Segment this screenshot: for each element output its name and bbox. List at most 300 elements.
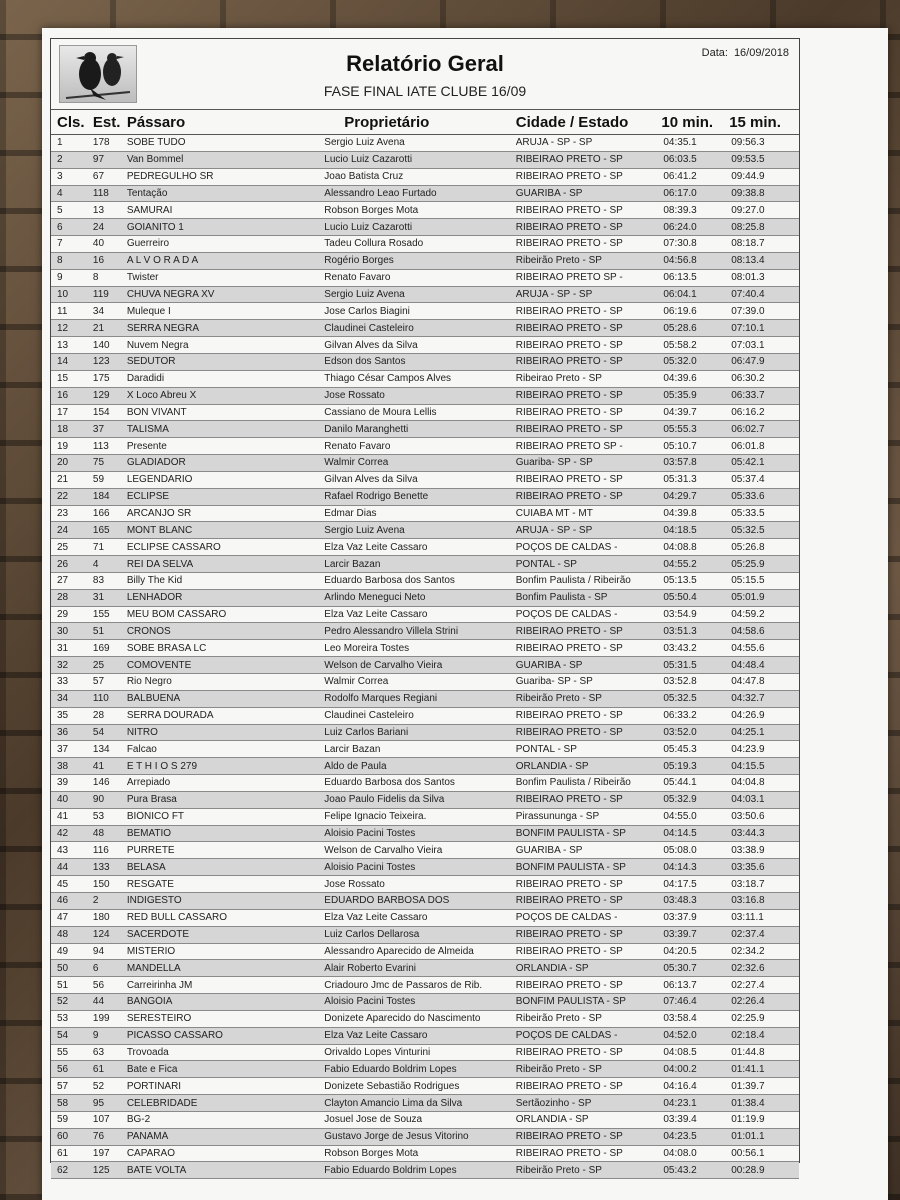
- cell-cls: 32: [57, 659, 69, 671]
- cell-proprietario: Edson dos Santos: [324, 356, 406, 368]
- cell-cls: 20: [57, 457, 69, 469]
- cell-cidade: RIBEIRAO PRETO - SP: [515, 945, 623, 957]
- cell-cls: 23: [57, 507, 69, 519]
- cell-est: 169: [92, 642, 110, 654]
- cell-passaro: SOBE BRASA LC: [126, 642, 207, 654]
- cell-cidade: RIBEIRAO PRETO - SP: [515, 929, 623, 941]
- cell-passaro: MISTERIO: [126, 945, 176, 957]
- cell-est: 199: [92, 1013, 110, 1025]
- cell-10min: 05:58.2: [663, 339, 697, 351]
- cell-cidade: BONFIM PAULISTA - SP: [515, 861, 626, 873]
- cell-15min: 08:13.4: [731, 255, 765, 267]
- cell-cidade: RIBEIRAO PRETO - SP: [515, 322, 623, 334]
- cell-cidade: Guariba- SP - SP: [515, 457, 593, 469]
- table-row: [51, 1146, 799, 1163]
- cell-10min: 06:13.5: [663, 272, 697, 284]
- cell-cidade: RIBEIRAO PRETO - SP: [515, 878, 623, 890]
- cell-cls: 22: [57, 491, 69, 503]
- cell-cls: 52: [57, 996, 69, 1008]
- table-row: [51, 219, 799, 236]
- cell-cidade: RIBEIRAO PRETO - SP: [515, 1148, 623, 1160]
- cell-15min: 02:34.2: [731, 945, 765, 957]
- cell-proprietario: Robson Borges Mota: [324, 204, 419, 216]
- cell-15min: 05:42.1: [731, 457, 765, 469]
- cell-15min: 04:26.9: [731, 710, 765, 722]
- cell-passaro: SEDUTOR: [126, 356, 176, 368]
- table-row: [51, 725, 799, 742]
- cell-cidade: RIBEIRAO PRETO - SP: [515, 339, 623, 351]
- cell-15min: 05:01.9: [731, 592, 765, 604]
- cell-cidade: RIBEIRAO PRETO - SP: [515, 1046, 623, 1058]
- report-date: [702, 47, 789, 59]
- cell-passaro: SERESTEIRO: [126, 1013, 192, 1025]
- col-10min: 10 min.: [661, 113, 714, 131]
- cell-est: 119: [92, 289, 109, 301]
- cell-15min: 05:32.5: [731, 524, 765, 536]
- cell-15min: 05:33.6: [731, 491, 765, 503]
- cell-proprietario: Luiz Carlos Dellarosa: [324, 929, 420, 941]
- cell-passaro: RESGATE: [126, 878, 174, 890]
- cell-passaro: PICASSO CASSARO: [126, 1030, 223, 1042]
- cell-15min: 02:37.4: [731, 929, 765, 941]
- cell-proprietario: Aloisio Pacini Tostes: [324, 828, 416, 840]
- cell-passaro: BATE VOLTA: [126, 1164, 187, 1176]
- cell-proprietario: Donizete Sebastião Rodrigues: [324, 1080, 460, 1092]
- cell-15min: 02:32.6: [731, 962, 765, 974]
- cell-10min: 06:19.6: [663, 305, 697, 317]
- cell-15min: 01:44.8: [731, 1046, 765, 1058]
- cell-passaro: PANAMÁ: [126, 1131, 169, 1143]
- cell-passaro: BIÔNICO FT: [126, 811, 185, 823]
- cell-10min: 04:55.2: [663, 558, 697, 570]
- cell-passaro: Arrepiado: [126, 777, 171, 789]
- cell-cidade: RIBEIRAO PRETO SP -: [515, 272, 623, 284]
- cell-proprietario: Sergio Luiz Avena: [324, 289, 405, 301]
- cell-cls: 15: [57, 373, 69, 385]
- cell-passaro: Pura Brasa: [126, 794, 177, 806]
- cell-passaro: BANGÓIA: [126, 996, 173, 1008]
- cell-est: 2: [92, 895, 99, 907]
- cell-cls: 43: [57, 844, 69, 856]
- cell-passaro: Nuvem Negra: [126, 339, 189, 351]
- cell-cls: 54: [57, 1030, 69, 1042]
- cell-proprietario: Joao Paulo Fidelis da Silva: [324, 794, 445, 806]
- cell-15min: 07:10.1: [731, 322, 765, 334]
- cell-proprietario: Alessandro Leao Furtado: [324, 187, 437, 199]
- cell-est: 118: [92, 187, 109, 199]
- cell-passaro: Trovoada: [126, 1046, 169, 1058]
- cell-proprietario: Jose Rossato: [324, 878, 385, 890]
- cell-proprietario: Gilvan Alves da Silva: [324, 474, 418, 486]
- cell-15min: 06:02.7: [731, 423, 765, 435]
- cell-proprietario: Arlindo Meneguci Neto: [324, 592, 426, 604]
- col-cidade: Cidade / Estado: [515, 113, 629, 131]
- cell-proprietario: EDUARDO BARBOSA DOS: [324, 895, 450, 907]
- cell-proprietario: Gilvan Alves da Silva: [324, 339, 418, 351]
- table-row: [51, 253, 799, 270]
- report-subtitle: FASE FINAL IATE CLUBE 16/09: [323, 83, 527, 99]
- cell-10min: 05:08.0: [663, 844, 697, 856]
- date-value: 16/09/2018: [733, 47, 789, 59]
- cell-cidade: POÇOS DE CALDAS -: [515, 1030, 618, 1042]
- cell-cls: 39: [57, 777, 69, 789]
- cell-proprietario: Tadeu Collura Rosado: [324, 238, 424, 250]
- cell-10min: 04:35.1: [663, 137, 697, 149]
- cell-15min: 07:03.1: [731, 339, 765, 351]
- table-row: [51, 657, 799, 674]
- cell-est: 166: [92, 507, 110, 519]
- cell-10min: 03:52.0: [663, 726, 697, 738]
- cell-passaro: INDIGESTO: [126, 895, 182, 907]
- cell-proprietario: Cassiano de Moura Lellis: [324, 406, 437, 418]
- cell-proprietario: Edmar Dias: [324, 507, 377, 519]
- table-row: [51, 270, 799, 287]
- cell-cidade: Ribeirao Preto - SP: [515, 373, 602, 385]
- cell-est: 110: [92, 693, 109, 705]
- cell-cls: 26: [57, 558, 69, 570]
- col-est: Est.: [92, 113, 121, 131]
- cell-15min: 08:01.3: [731, 272, 765, 284]
- cell-passaro: MANDELLA: [126, 962, 181, 974]
- cell-proprietario: Alair Roberto Evarini: [324, 962, 416, 974]
- table-row: [51, 337, 799, 354]
- cell-est: 48: [92, 828, 105, 840]
- cell-15min: 04:59.2: [731, 609, 765, 621]
- cell-cls: 19: [57, 440, 69, 452]
- cell-est: 54: [92, 726, 105, 738]
- cell-proprietario: Elza Vaz Leite Cassaro: [324, 609, 428, 621]
- table-row: [51, 893, 799, 910]
- cell-cls: 40: [57, 794, 69, 806]
- cell-15min: 09:38.8: [731, 187, 765, 199]
- cell-passaro: NITRO: [126, 726, 158, 738]
- cell-10min: 05:50.4: [663, 592, 697, 604]
- cell-cidade: POÇOS DE CALDAS -: [515, 912, 618, 924]
- cell-proprietario: Elza Vaz Leite Cassaro: [324, 912, 428, 924]
- cell-est: 95: [92, 1097, 105, 1109]
- cell-passaro: GLADIADOR: [126, 457, 186, 469]
- cell-10min: 05:44.1: [663, 777, 697, 789]
- cell-proprietario: Claudinei Casteleiro: [324, 322, 414, 334]
- cell-10min: 03:48.3: [663, 895, 697, 907]
- cell-proprietario: Rodolfo Marques Regiani: [324, 693, 438, 705]
- cell-proprietario: Donizete Aparecido do Nascimento: [324, 1013, 481, 1025]
- cell-10min: 07:46.4: [663, 996, 697, 1008]
- cell-est: 67: [92, 171, 105, 183]
- cell-cls: 46: [57, 895, 69, 907]
- cell-cidade: RIBEIRAO PRETO - SP: [515, 390, 623, 402]
- cell-15min: 08:18.7: [731, 238, 765, 250]
- cell-cls: 60: [57, 1131, 69, 1143]
- cell-cls: 4: [57, 187, 63, 199]
- cell-est: 53: [92, 811, 105, 823]
- col-proprietario: Proprietário: [344, 113, 430, 131]
- cell-proprietario: Jose Carlos Biagini: [324, 305, 410, 317]
- cell-proprietario: Walmir Correa: [324, 457, 389, 469]
- cell-passaro: Guerreiro: [126, 238, 170, 250]
- cell-est: 125: [92, 1164, 110, 1176]
- report-frame: [50, 38, 800, 1176]
- table-row: [51, 1011, 799, 1028]
- cell-15min: 06:16.2: [731, 406, 765, 418]
- cell-passaro: SOBE TUDO: [126, 137, 186, 149]
- cell-proprietario: Fabio Eduardo Boldrim Lopes: [324, 1164, 457, 1176]
- cell-est: 71: [92, 541, 105, 553]
- table-row: [51, 876, 799, 893]
- table-row: [51, 573, 799, 590]
- cell-15min: 04:03.1: [731, 794, 765, 806]
- cell-est: 8: [92, 272, 99, 284]
- cell-est: 76: [92, 1131, 105, 1143]
- cell-10min: 05:19.3: [663, 760, 697, 772]
- cell-passaro: SERRA NEGRA: [126, 322, 200, 334]
- table-row: [51, 691, 799, 708]
- cell-15min: 01:41.1: [731, 1063, 765, 1075]
- cell-cls: 16: [57, 390, 69, 402]
- table-row: [51, 388, 799, 405]
- table-row: [51, 994, 799, 1011]
- cell-10min: 05:28.6: [663, 322, 697, 334]
- cell-passaro: CELEBRIDADE: [126, 1097, 198, 1109]
- cell-10min: 03:37.9: [663, 912, 697, 924]
- cell-cls: 33: [57, 676, 69, 688]
- cell-cidade: Ribeirão Preto - SP: [515, 255, 602, 267]
- cell-10min: 04:14.5: [663, 828, 697, 840]
- cell-10min: 06:24.0: [663, 221, 697, 233]
- cell-est: 4: [92, 558, 99, 570]
- cell-cls: 34: [57, 693, 69, 705]
- cell-cidade: BONFIM PAULISTA - SP: [515, 828, 626, 840]
- cell-cls: 14: [57, 356, 69, 368]
- cell-10min: 04:08.0: [663, 1148, 697, 1160]
- cell-est: 129: [92, 390, 110, 402]
- cell-cidade: ORLANDIA - SP: [515, 962, 589, 974]
- cell-proprietario: Aloisio Pacini Tostes: [324, 996, 416, 1008]
- cell-15min: 01:38.4: [731, 1097, 765, 1109]
- cell-cidade: GUARIBA - SP: [515, 659, 583, 671]
- cell-10min: 05:31.5: [663, 659, 697, 671]
- cell-15min: 07:39.0: [731, 305, 765, 317]
- cell-15min: 09:56.3: [731, 137, 765, 149]
- cell-15min: 02:26.4: [731, 996, 765, 1008]
- cell-passaro: Carreirinha JM: [126, 979, 193, 991]
- cell-cidade: Ribeirão Preto - SP: [515, 1013, 602, 1025]
- table-row: [51, 758, 799, 775]
- cell-est: 24: [92, 221, 105, 233]
- cell-passaro: MEU BOM CASSARO: [126, 609, 227, 621]
- cell-cls: 24: [57, 524, 69, 536]
- cell-proprietario: Rafael Rodrigo Benette: [324, 491, 429, 503]
- cell-est: 97: [92, 154, 105, 166]
- cell-est: 16: [92, 255, 105, 267]
- table-row: [51, 826, 799, 843]
- cell-10min: 03:54.9: [663, 609, 697, 621]
- table-row: [51, 1129, 799, 1146]
- cell-proprietario: Alessandro Aparecido de Almeida: [324, 945, 474, 957]
- cell-cls: 38: [57, 760, 69, 772]
- cell-est: 113: [92, 440, 109, 452]
- table-row: [51, 455, 799, 472]
- cell-passaro: REI DA SELVA: [126, 558, 194, 570]
- cell-cls: 58: [57, 1097, 69, 1109]
- cell-10min: 04:56.8: [663, 255, 697, 267]
- cell-proprietario: Renato Favaro: [324, 272, 391, 284]
- cell-cidade: RIBEIRAO PRETO - SP: [515, 1080, 623, 1092]
- cell-15min: 02:27.4: [731, 979, 765, 991]
- cell-10min: 04:39.6: [663, 373, 697, 385]
- cell-est: 51: [92, 625, 105, 637]
- cell-passaro: Daradidi: [126, 373, 165, 385]
- cell-cls: 44: [57, 861, 69, 873]
- cell-cls: 17: [57, 406, 69, 418]
- cell-10min: 03:39.4: [663, 1114, 697, 1126]
- table-row: [51, 977, 799, 994]
- cell-cidade: Pirassununga - SP: [515, 811, 600, 823]
- cell-est: 41: [92, 760, 105, 772]
- table-row: [51, 708, 799, 725]
- cell-est: 34: [92, 305, 105, 317]
- cell-cls: 10: [57, 289, 69, 301]
- table-row: [51, 506, 799, 523]
- cell-15min: 01:19.9: [731, 1114, 765, 1126]
- cell-10min: 03:58.4: [663, 1013, 697, 1025]
- cell-15min: 06:01.8: [731, 440, 765, 452]
- table-row: [51, 354, 799, 371]
- cell-est: 6: [92, 962, 99, 974]
- cell-cidade: RIBEIRAO PRETO - SP: [515, 491, 623, 503]
- cell-passaro: SACERDOTE: [126, 929, 190, 941]
- table-row: [51, 320, 799, 337]
- cell-passaro: BON VIVANT: [126, 406, 187, 418]
- cell-cls: 31: [57, 642, 69, 654]
- table-row: [51, 303, 799, 320]
- table-row: [51, 775, 799, 792]
- cell-proprietario: Lucio Luiz Cazarotti: [324, 221, 413, 233]
- cell-10min: 06:33.2: [663, 710, 697, 722]
- cell-15min: 05:37.4: [731, 474, 765, 486]
- cell-cls: 59: [57, 1114, 69, 1126]
- cell-cls: 30: [57, 625, 69, 637]
- cell-proprietario: Eduardo Barbosa dos Santos: [324, 575, 455, 587]
- table-row: [51, 944, 799, 961]
- cell-passaro: SERRA DOURADA: [126, 710, 214, 722]
- cell-15min: 00:56.1: [731, 1148, 765, 1160]
- cell-passaro: BELASA: [126, 861, 166, 873]
- cell-10min: 04:29.7: [663, 491, 697, 503]
- cell-proprietario: Luiz Carlos Bariani: [324, 726, 409, 738]
- cell-proprietario: Joao Batista Cruz: [324, 171, 404, 183]
- cell-passaro: SAMURAI: [126, 204, 173, 216]
- date-label: Data:: [701, 47, 728, 59]
- cell-est: 197: [92, 1148, 110, 1160]
- cell-cidade: RIBEIRAO PRETO - SP: [515, 204, 623, 216]
- cell-10min: 04:39.8: [663, 507, 697, 519]
- cell-passaro: CHUVA NEGRA XV: [126, 289, 215, 301]
- cell-cidade: RIBEIRAO PRETO - SP: [515, 356, 623, 368]
- cell-est: 52: [92, 1080, 105, 1092]
- table-body: [51, 135, 799, 1179]
- cell-proprietario: Felipe Ignacio Teixeira.: [324, 811, 427, 823]
- cell-15min: 03:18.7: [731, 878, 765, 890]
- cell-proprietario: Aldo de Paula: [324, 760, 387, 772]
- cell-10min: 07:30.8: [663, 238, 697, 250]
- cell-15min: 05:25.9: [731, 558, 765, 570]
- cell-15min: 06:30.2: [731, 373, 765, 385]
- cell-10min: 03:39.7: [663, 929, 697, 941]
- cell-proprietario: Renato Favaro: [324, 440, 391, 452]
- cell-proprietario: Larcir Bazan: [324, 558, 381, 570]
- table-row: [51, 169, 799, 186]
- cell-est: 25: [92, 659, 105, 671]
- table-row: [51, 809, 799, 826]
- cell-passaro: CAPARAÓ: [126, 1148, 175, 1160]
- cell-est: 31: [92, 592, 105, 604]
- cell-proprietario: Gustavo Jorge de Jesus Vitorino: [324, 1131, 469, 1143]
- cell-cls: 21: [57, 474, 69, 486]
- cell-15min: 05:15.5: [731, 575, 765, 587]
- cell-proprietario: Elza Vaz Leite Cassaro: [324, 541, 428, 553]
- cell-est: 90: [92, 794, 105, 806]
- cell-est: 94: [92, 945, 105, 957]
- cell-est: 44: [92, 996, 105, 1008]
- table-row: [51, 1045, 799, 1062]
- cell-est: 56: [92, 979, 105, 991]
- cell-cidade: Ribeirão Preto - SP: [515, 693, 602, 705]
- cell-10min: 05:32.0: [663, 356, 697, 368]
- cell-10min: 05:13.5: [663, 575, 697, 587]
- cell-est: 63: [92, 1046, 105, 1058]
- cell-10min: 05:43.2: [663, 1164, 697, 1176]
- cell-cls: 49: [57, 945, 69, 957]
- cell-10min: 05:10.7: [663, 440, 697, 452]
- cell-cls: 37: [57, 743, 69, 755]
- cell-passaro: Tentação: [126, 187, 168, 199]
- cell-passaro: PURRETE: [126, 844, 175, 856]
- cell-cidade: RIBEIRAO PRETO - SP: [515, 221, 623, 233]
- cell-15min: 04:32.7: [731, 693, 765, 705]
- cell-proprietario: Pedro Alessandro Villela Strini: [324, 625, 459, 637]
- cell-cls: 11: [57, 305, 68, 317]
- table-header: [51, 110, 799, 135]
- cell-cls: 45: [57, 878, 69, 890]
- cell-cls: 35: [57, 710, 69, 722]
- cell-est: 107: [92, 1114, 110, 1126]
- cell-cls: 28: [57, 592, 69, 604]
- cell-cidade: RIBEIRAO PRETO - SP: [515, 794, 623, 806]
- cell-10min: 04:20.5: [663, 945, 697, 957]
- cell-est: 146: [92, 777, 110, 789]
- cell-10min: 05:32.5: [663, 693, 697, 705]
- cell-15min: 03:11.1: [731, 912, 764, 924]
- cell-cls: 41: [57, 811, 69, 823]
- report-header: [51, 39, 799, 110]
- cell-cidade: BONFIM PAULISTA - SP: [515, 996, 626, 1008]
- cell-cls: 61: [57, 1148, 69, 1160]
- table-row: [51, 371, 799, 388]
- cell-proprietario: Welson de Carvalho Vieira: [324, 844, 443, 856]
- cell-15min: 05:26.8: [731, 541, 765, 553]
- cell-passaro: TALISMÃ: [126, 423, 169, 435]
- cell-15min: 09:27.0: [731, 204, 765, 216]
- cell-passaro: LEGENDARIO: [126, 474, 193, 486]
- cell-cidade: PONTAL - SP: [515, 743, 577, 755]
- cell-proprietario: Sergio Luiz Avena: [324, 137, 405, 149]
- cell-10min: 06:03.5: [663, 154, 697, 166]
- cell-10min: 03:57.8: [663, 457, 697, 469]
- cell-cls: 27: [57, 575, 69, 587]
- cell-cls: 12: [57, 322, 69, 334]
- cell-passaro: Muleque I: [126, 305, 171, 317]
